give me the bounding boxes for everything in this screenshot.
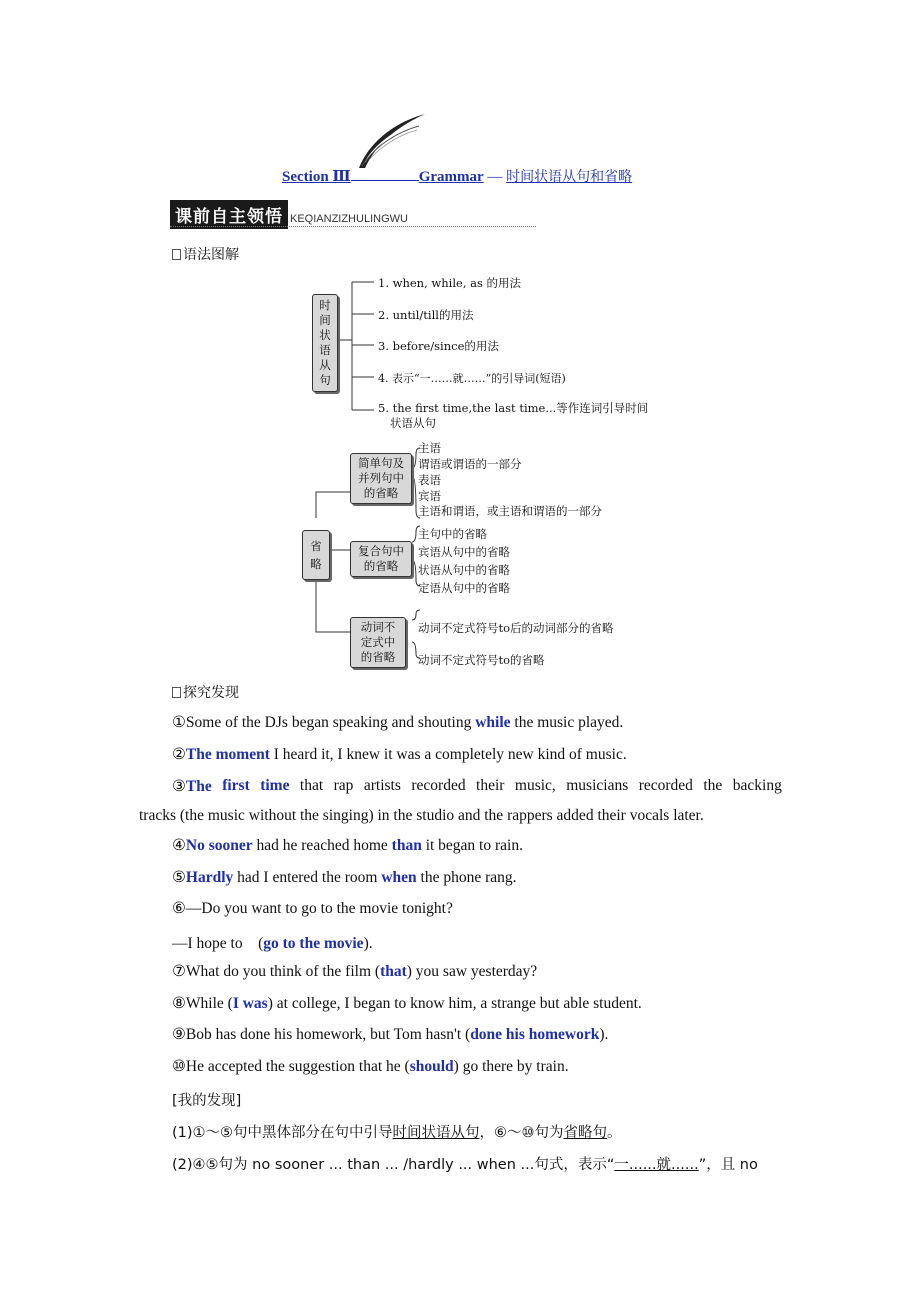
highlight-word: Hardly bbox=[185, 869, 234, 886]
example-number: ① bbox=[172, 714, 186, 731]
sentence-text: ) you saw yesterday? bbox=[406, 963, 538, 980]
example-number: ⑤ bbox=[172, 869, 186, 886]
highlight-word: The moment bbox=[185, 746, 270, 763]
page-title bbox=[282, 166, 632, 186]
title-section: Section Ⅲ bbox=[282, 169, 351, 185]
highlight-word: go to the movie bbox=[263, 935, 364, 952]
swoosh-logo-icon bbox=[355, 112, 427, 170]
group-box-complex: 复合句中 的省略 bbox=[350, 541, 412, 577]
finding-text: (1)①～⑤句中黑体部分在句中引导 bbox=[172, 1125, 393, 1141]
highlight-word: when bbox=[381, 869, 417, 886]
time-clause-box: 时 间 状 语 从 句 bbox=[312, 294, 338, 392]
finding-text: (2)④⑤句为 no sooner ... than ... /hardly ... when ...句式，表示“ bbox=[172, 1157, 615, 1173]
title-dash: — bbox=[483, 169, 507, 185]
sentence-word: the bbox=[703, 777, 723, 794]
sentence-text: it began to rain. bbox=[421, 837, 523, 854]
grammar-diagram-lines bbox=[290, 270, 650, 680]
example-number: ⑦ bbox=[172, 963, 186, 980]
sentence-text: What do you think of the film ( bbox=[185, 963, 381, 980]
group-item: 主语和谓语，或主语和谓语的一部分 bbox=[418, 504, 602, 518]
sentence-text: the phone rang. bbox=[416, 869, 517, 886]
sentence-text: While ( bbox=[185, 995, 233, 1012]
group-item: 表语 bbox=[418, 473, 441, 487]
findings-heading: [我的发现] bbox=[172, 1093, 242, 1109]
checkbox-icon bbox=[172, 687, 181, 698]
example-number: ⑩ bbox=[172, 1058, 186, 1075]
example-sentence-6 bbox=[172, 899, 453, 918]
highlight-word: than bbox=[391, 837, 422, 854]
section-diagram-label: 语法图解 bbox=[183, 247, 239, 263]
time-clause-item: 状语从句 bbox=[390, 416, 436, 430]
sentence-text: the music played. bbox=[510, 714, 624, 731]
finding-answer: 一......就...... bbox=[614, 1157, 699, 1173]
group-item: 定语从句中的省略 bbox=[418, 581, 510, 595]
finding-1 bbox=[172, 1121, 622, 1142]
highlight-word: No sooner bbox=[185, 837, 253, 854]
group-box-infinitive: 动词不 定式中 的省略 bbox=[350, 617, 406, 668]
finding-answer: 省略句 bbox=[563, 1125, 608, 1141]
example-number: ⑧ bbox=[172, 995, 186, 1012]
sentence-word: musicians bbox=[566, 777, 629, 794]
banner-divider bbox=[170, 226, 536, 227]
title-grammar: Grammar bbox=[418, 169, 484, 185]
sentence-word: recorded bbox=[638, 777, 693, 794]
checkbox-icon bbox=[172, 249, 181, 260]
sentence-word: recorded bbox=[411, 777, 466, 794]
time-clause-item: 5. the first time,the last time...等作连词引导时间 bbox=[378, 401, 649, 415]
highlight-word: time bbox=[260, 777, 290, 794]
section-explore-label: 探究发现 bbox=[183, 685, 239, 701]
finding-answer: 时间状语从句 bbox=[392, 1125, 480, 1141]
sentence-text: ). bbox=[599, 1026, 609, 1043]
group-item: 谓语或谓语的一部分 bbox=[418, 457, 522, 471]
sentence-text: —I hope to ( bbox=[172, 935, 264, 952]
sentence-word: rap bbox=[333, 777, 354, 794]
sentence-word: music, bbox=[514, 777, 556, 794]
example-sentence-4 bbox=[172, 836, 523, 855]
section-explore-heading bbox=[172, 682, 239, 702]
group-item: 主句中的省略 bbox=[418, 527, 487, 541]
sentence-text: Some of the DJs began speaking and shouting bbox=[185, 714, 476, 731]
finding-2 bbox=[172, 1153, 782, 1174]
banner-label: 课前自主领悟 bbox=[170, 200, 288, 229]
group-item: 动词不定式符号to后的动词部分的省略 bbox=[418, 621, 614, 635]
ellipsis-box: 省 略 bbox=[302, 530, 330, 580]
highlight-word: I was bbox=[232, 995, 268, 1012]
example-number: ⑥ bbox=[172, 900, 186, 917]
sentence-text: Bob has done his homework, but Tom hasn't ( bbox=[185, 1026, 471, 1043]
finding-text: ”，且 no bbox=[698, 1157, 758, 1173]
example-sentence-1 bbox=[172, 713, 623, 732]
sentence-text: ) at college, I began to know him, a strange but able student. bbox=[267, 995, 642, 1012]
finding-text: 。 bbox=[607, 1125, 622, 1141]
example-number: ④ bbox=[172, 837, 186, 854]
example-sentence-9 bbox=[172, 1025, 608, 1044]
example-number: ③ bbox=[172, 778, 186, 795]
example-sentence-2 bbox=[172, 745, 627, 764]
example-number: ② bbox=[172, 746, 186, 763]
example-sentence-3 bbox=[172, 777, 782, 796]
highlight-word: The bbox=[185, 778, 212, 795]
highlight-word: should bbox=[409, 1058, 454, 1075]
section-banner bbox=[170, 200, 408, 229]
section-diagram-heading bbox=[172, 244, 239, 264]
time-clause-item: 4. 表示“一……就……”的引导词(短语) bbox=[378, 372, 566, 385]
sentence-text: He accepted the suggestion that he ( bbox=[185, 1058, 410, 1075]
sentence-text: had he reached home bbox=[252, 837, 392, 854]
sentence-word: that bbox=[299, 777, 324, 794]
title-topic: 时间状语从句和省略 bbox=[506, 169, 633, 185]
example-sentence-8 bbox=[172, 994, 642, 1013]
sentence-text: had I entered the room bbox=[233, 869, 382, 886]
highlight-word: while bbox=[475, 714, 511, 731]
group-item: 状语从句中的省略 bbox=[418, 563, 510, 577]
sentence-text: ) go there by train. bbox=[453, 1058, 569, 1075]
example-sentence-3-line2: tracks (the music without the singing) in the studio and the rappers added their vocals later. bbox=[139, 807, 704, 824]
example-sentence-5 bbox=[172, 868, 517, 887]
example-sentence-6-reply bbox=[172, 931, 373, 953]
group-item: 宾语 bbox=[418, 489, 441, 503]
time-clause-item: 3. before/since的用法 bbox=[378, 339, 499, 353]
group-item: 动词不定式符号to的省略 bbox=[418, 653, 545, 667]
time-clause-item: 2. until/till的用法 bbox=[378, 308, 474, 322]
sentence-text: I heard it, I knew it was a completely new kind of music. bbox=[269, 746, 627, 763]
example-number: ⑨ bbox=[172, 1026, 186, 1043]
sentence-word: artists bbox=[363, 777, 401, 794]
highlight-word: first bbox=[222, 777, 250, 794]
example-sentence-7 bbox=[172, 962, 537, 981]
banner-pinyin: KEQIANZIZHULINGWU bbox=[290, 213, 408, 225]
highlight-word: that bbox=[380, 963, 407, 980]
sentence-text: —Do you want to go to the movie tonight? bbox=[185, 900, 453, 917]
highlight-word: done his homework bbox=[470, 1026, 600, 1043]
group-item: 宾语从句中的省略 bbox=[418, 545, 510, 559]
sentence-text: ). bbox=[363, 935, 373, 952]
title-gap bbox=[351, 168, 419, 181]
example-sentence-10 bbox=[172, 1057, 569, 1076]
group-box-simple: 简单句及 并列句中 的省略 bbox=[350, 453, 412, 504]
sentence-word: their bbox=[476, 777, 505, 794]
finding-text: ，⑥～⑩句为 bbox=[479, 1125, 564, 1141]
time-clause-item: 1. when, while, as 的用法 bbox=[378, 276, 522, 290]
group-item: 主语 bbox=[418, 441, 441, 455]
sentence-word: backing bbox=[732, 777, 782, 794]
